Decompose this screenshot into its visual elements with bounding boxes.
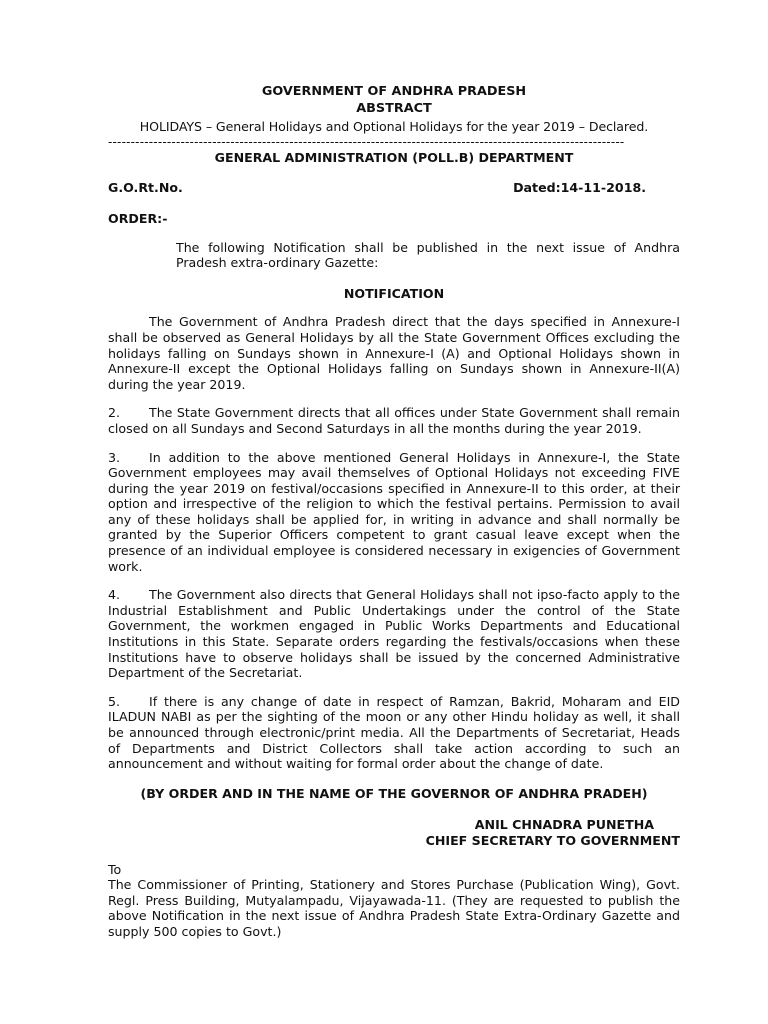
paragraph-number: 4. (108, 587, 121, 603)
recipient-address: The Commissioner of Printing, Stationery and Stores Purchase (Publication Wing), Govt. Regl. Press Building, Mutyalampadu, Vijayawada-11. (They are requested to publish the above Notification in the next issue of Andhra Pradesh State Extra-Ordinary Gazette and supply 500 copies to Govt.) (108, 877, 680, 939)
paragraph-text: The State Government directs that all offices under State Government shall remain closed on all Sundays and Second Saturdays in all the months during the year 2019. (108, 405, 680, 436)
to-label: To (108, 861, 122, 877)
go-number-row (108, 180, 680, 196)
paragraph-5 (108, 694, 680, 772)
abstract-heading: ABSTRACT (356, 100, 432, 116)
paragraph-number: 5. (108, 693, 121, 709)
paragraph-1: The Government of Andhra Pradesh direct that the days specified in Annexure-I shall be observed as General Holidays by all the State Government Offices excluding the holidays falling on Sundays shown in Annexure-I (A) and Optional Holidays shown in Annexure-II except the Optional Holidays falling on Sundays shown in Annexure-II(A) during the year 2019. (108, 314, 680, 392)
paragraph-number: 2. (108, 405, 121, 421)
paragraph-number: 3. (108, 449, 121, 465)
signatory-name: ANIL CHNADRA PUNETHA (474, 817, 654, 833)
subject-line: HOLIDAYS – General Holidays and Optional Holidays for the year 2019 – Declared. (139, 119, 649, 135)
paragraph-text: If there is any change of date in respect of Ramzan, Bakrid, Moharam and EID ILADUN NABI as per the sighting of the moon or any other Hindu holiday as well, it shall be announced through electronic/print media. All the Departments of Secretariat, Heads of Departments and District Collectors shall take action according to such an announcement and without waiting for formal order about the change of date. (108, 693, 680, 772)
signature-block (108, 817, 680, 848)
government-heading: GOVERNMENT OF ANDHRA PRADESH (261, 84, 527, 99)
notification-heading: NOTIFICATION (343, 285, 445, 301)
by-order-line: (BY ORDER AND IN THE NAME OF THE GOVERNOR OF ANDHRA PRADEH) (140, 785, 648, 801)
paragraph-2 (108, 405, 680, 436)
date-of-order: Dated:14-11-2018. (513, 180, 646, 196)
document-page (108, 84, 680, 940)
signatory-title: CHIEF SECRETARY TO GOVERNMENT (425, 832, 680, 848)
order-label: ORDER:- (108, 210, 168, 226)
department-heading: GENERAL ADMINISTRATION (POLL.B) DEPARTMENT (214, 149, 574, 165)
intro-paragraph: The following Notification shall be published in the next issue of Andhra Pradesh extra-ordinary Gazette: (176, 239, 680, 271)
paragraph-4 (108, 587, 680, 681)
separator-line: ------------------------------------------------------------------------------------------------------------------ (108, 136, 625, 147)
go-number: G.O.Rt.No. (108, 180, 183, 196)
paragraph-text: The Government also directs that General Holidays shall not ipso-facto apply to the Industrial Establishment and Public Undertakings under the control of the State Government, the workmen engaged in Public Works Departments and Educational Institutions in this State. Separate orders regarding the festivals/occasions when these Institutions have to observe holidays shall be issued by the concerned Administrative Department of the Secretariat. (108, 587, 680, 681)
paragraph-3 (108, 450, 680, 575)
paragraph-text: In addition to the above mentioned General Holidays in Annexure-I, the State Government employees may avail themselves of Optional Holidays not exceeding FIVE during the year 2019 on festival/occasions specified in Annexure-II to this order, at their option and irrespective of the religion to which the festival pertains. Permission to avail any of these holidays shall be applied for, in writing in advance and shall normally be granted by the Superior Officers competent to grant casual leave except when the presence of an individual employee is considered necessary in exigencies of Government work. (108, 449, 680, 574)
